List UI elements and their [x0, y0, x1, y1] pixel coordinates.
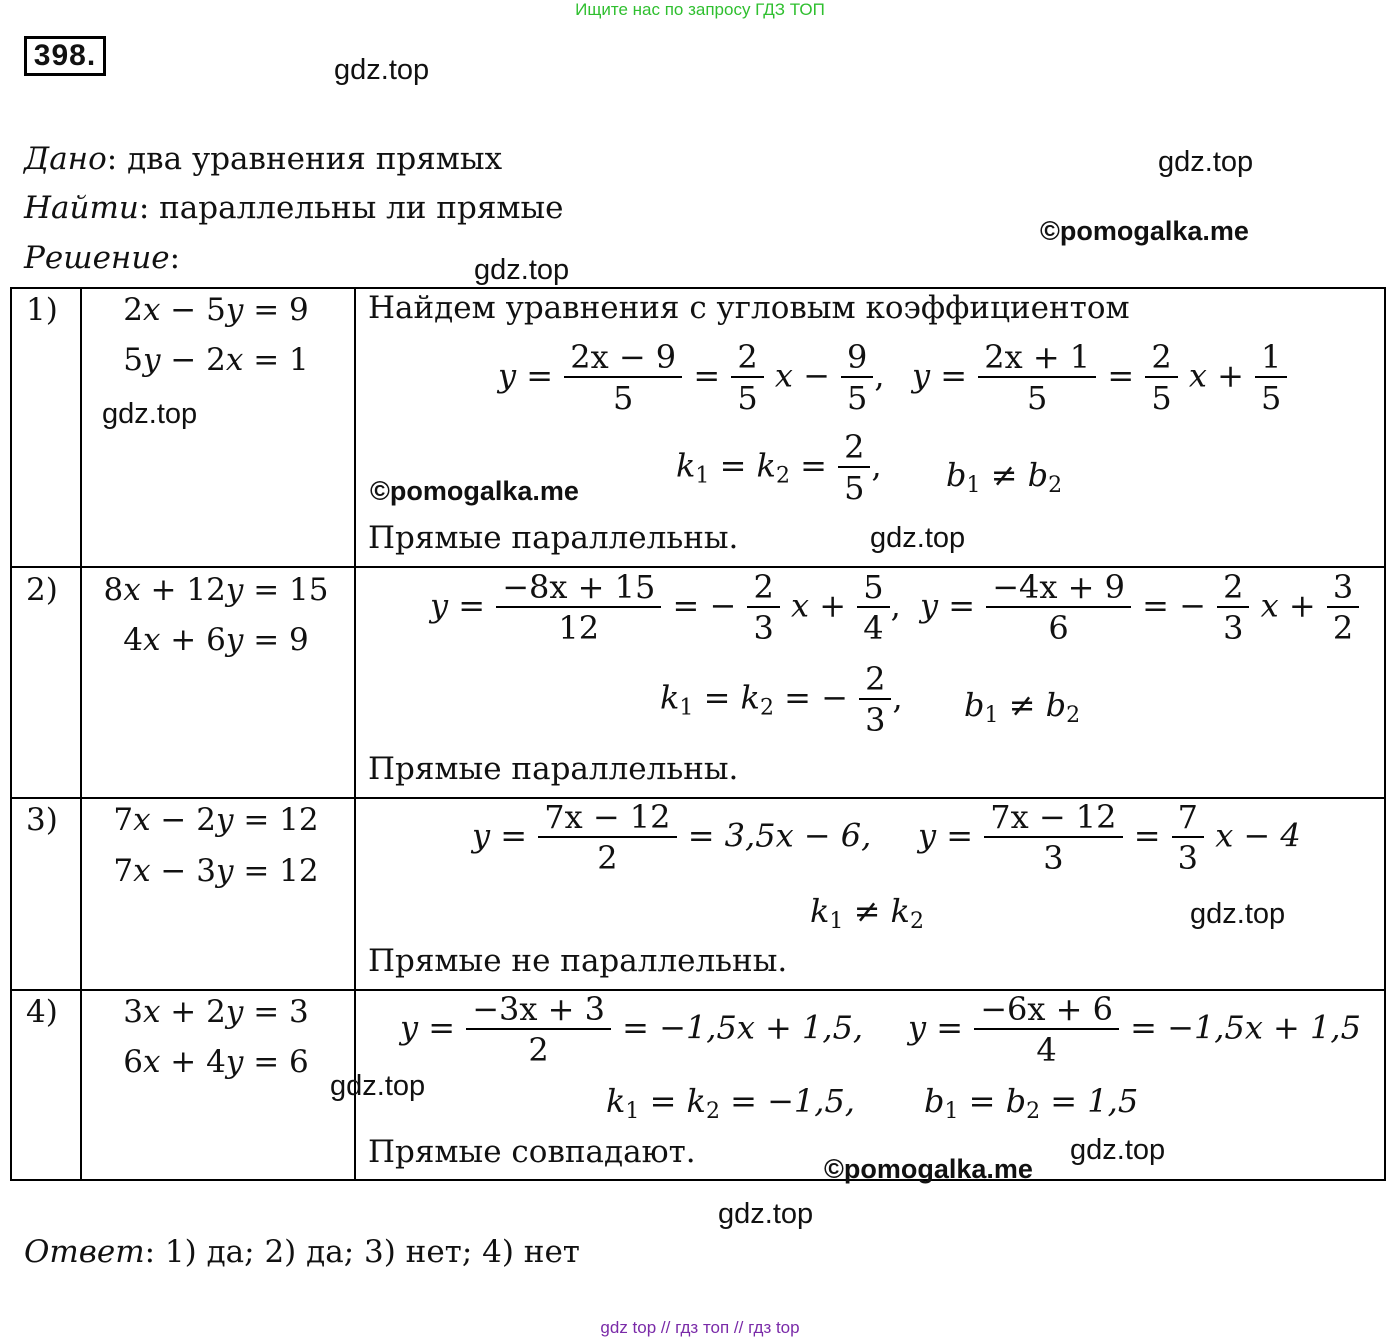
fraction	[1148, 338, 1174, 418]
system-equation: 2𝑥 − 5𝑦 = 9	[123, 292, 309, 328]
numerator: 7x − 12	[544, 798, 671, 836]
task-number: 398.	[24, 36, 106, 76]
answer-line	[24, 1234, 580, 1270]
denominator: 5	[978, 376, 1096, 418]
numerator: 7	[1177, 798, 1199, 836]
denominator: 4	[974, 1028, 1119, 1070]
denominator: 3	[1217, 606, 1249, 648]
subscript: 2	[1066, 703, 1081, 728]
slope-form-equation	[912, 338, 1288, 418]
fraction	[977, 990, 1116, 1070]
watermark-pomogalka: ©pomogalka.me	[370, 476, 579, 506]
expr: y =	[400, 1008, 456, 1047]
expr: y =	[498, 356, 554, 395]
denominator: 3	[984, 836, 1122, 878]
subscript: 1	[695, 463, 710, 489]
expr: = k	[639, 1082, 706, 1120]
expr: k	[660, 678, 680, 717]
answer-label: Ответ	[24, 1234, 145, 1270]
solution-label: Решение	[24, 240, 170, 276]
numerator: 2x + 1	[984, 338, 1091, 376]
numerator: −6x + 6	[980, 990, 1113, 1028]
subscript: 1	[944, 1099, 959, 1124]
expr: y =	[920, 586, 976, 625]
denominator: 4	[857, 606, 889, 648]
expr: k	[810, 892, 830, 930]
row-number: 2)	[26, 572, 58, 608]
fraction	[750, 568, 776, 648]
system-equation: 6𝑥 + 4𝑦 = 6	[123, 1044, 309, 1080]
denominator: 12	[496, 606, 661, 648]
slope-form-equation	[498, 338, 885, 418]
conclusion: Прямые параллельны.	[368, 751, 739, 787]
numerator: −4x + 9	[992, 568, 1125, 606]
fraction	[844, 338, 870, 418]
numerator: −3x + 3	[472, 990, 605, 1028]
conclusion: Прямые совпадают.	[368, 1134, 696, 1170]
expr: ≠ b	[998, 686, 1067, 724]
subscript: 2	[759, 695, 774, 721]
watermark-pomogalka: ©pomogalka.me	[1040, 216, 1249, 246]
numerator: 2	[865, 660, 886, 698]
numerator: 2	[1151, 338, 1172, 376]
system-equation: 4𝑥 + 6𝑦 = 9	[123, 622, 309, 658]
denominator: 2	[538, 836, 676, 878]
expr: x − 4	[1215, 816, 1301, 855]
operator: =	[1107, 356, 1135, 395]
expr: b	[946, 456, 967, 494]
intercept-comparison	[946, 456, 1062, 498]
intercept-comparison	[964, 686, 1080, 728]
punct: ,	[892, 678, 903, 717]
subscript: 1	[984, 703, 999, 728]
numerator: 2	[1223, 568, 1244, 606]
numerator: 3	[1332, 568, 1354, 606]
punct: ,	[874, 356, 885, 395]
watermark-pomogalka: ©pomogalka.me	[824, 1154, 1033, 1184]
slope-comparison	[676, 428, 882, 508]
expr: x +	[791, 586, 847, 625]
numerator: 9	[847, 338, 868, 376]
denominator: 3	[747, 606, 779, 648]
watermark-gdz: gdz.top	[1158, 146, 1254, 178]
subscript: 2	[775, 463, 790, 489]
denominator: 5	[838, 466, 870, 508]
subscript: 2	[1026, 1099, 1041, 1124]
slope-form-equation	[908, 990, 1361, 1070]
find-label: Найти	[24, 190, 139, 226]
expr: y =	[918, 816, 974, 855]
subscript: 2	[705, 1099, 720, 1124]
expr: k	[676, 446, 696, 485]
operator: =	[693, 356, 721, 395]
fraction	[981, 338, 1093, 418]
subscript: 1	[679, 695, 694, 721]
numerator: 5	[863, 568, 884, 606]
expr: ≠ k	[843, 892, 910, 930]
system-equation: 7𝑥 − 2𝑦 = 12	[113, 802, 319, 838]
fraction	[989, 568, 1128, 648]
operator: = −	[672, 586, 737, 625]
solution-line	[24, 240, 180, 276]
denominator: 5	[841, 376, 873, 418]
slope-comparison	[660, 660, 903, 740]
numerator: 7x − 12	[990, 798, 1117, 836]
fraction	[1258, 338, 1284, 418]
given-text: : два уравнения прямых	[106, 141, 503, 177]
watermark-gdz: gdz.top	[1190, 898, 1286, 930]
system-equation: 8𝑥 + 12𝑦 = 15	[103, 572, 329, 608]
expr: = k	[693, 678, 760, 717]
slope-comparison	[810, 892, 924, 934]
watermark-gdz: gdz.top	[102, 398, 198, 430]
numerator: 2	[753, 568, 774, 606]
row-number: 3)	[26, 802, 58, 838]
fraction	[567, 338, 679, 418]
given-label: Дано	[24, 141, 107, 177]
operator: = −	[773, 678, 848, 717]
answer-text: : 1) да; 2) да; 3) нет; 4) нет	[144, 1234, 580, 1270]
conclusion: Прямые параллельны.	[368, 520, 739, 556]
find-line	[24, 190, 564, 226]
denominator: 2	[466, 1028, 611, 1070]
expr: y =	[912, 356, 968, 395]
fraction	[1175, 798, 1201, 878]
step-intro: Найдем уравнения с угловым коэффициентом	[368, 290, 1130, 326]
expr: = 1,5	[1040, 1082, 1139, 1120]
punct: ,	[890, 586, 901, 625]
fraction	[541, 798, 673, 878]
expr: y =	[908, 1008, 964, 1047]
row-number: 4)	[26, 994, 58, 1030]
expr: = −1,5,	[719, 1082, 855, 1120]
subscript: 2	[909, 909, 924, 934]
fraction	[862, 660, 888, 740]
subscript: 1	[625, 1099, 640, 1124]
denominator: 5	[1145, 376, 1177, 418]
numerator: −8x + 15	[502, 568, 656, 606]
expr: b	[964, 686, 985, 724]
expr: x +	[1260, 586, 1316, 625]
expr: x +	[1188, 356, 1244, 395]
slope-form-equation	[430, 568, 901, 648]
expr: ≠ b	[980, 456, 1049, 494]
numerator: 1	[1261, 338, 1282, 376]
operator: =	[1133, 816, 1161, 855]
expr: x −	[774, 356, 830, 395]
watermark-gdz: gdz.top	[870, 522, 966, 554]
expr: = k	[709, 446, 776, 485]
slope-form-equation	[918, 798, 1301, 878]
conclusion: Прямые не параллельны.	[368, 943, 788, 979]
denominator: 3	[1172, 836, 1204, 878]
fraction	[499, 568, 658, 648]
fraction	[469, 990, 608, 1070]
slope-form-equation	[920, 568, 1360, 648]
denominator: 3	[859, 698, 891, 740]
expr: y =	[472, 816, 528, 855]
watermark-gdz: gdz.top	[330, 1070, 426, 1102]
expr: y =	[430, 586, 486, 625]
watermark-gdz: gdz.top	[718, 1198, 814, 1230]
intercept-comparison	[924, 1082, 1138, 1124]
row-number: 1)	[26, 292, 58, 328]
numerator: 2	[844, 428, 865, 466]
slope-form-equation	[472, 798, 871, 878]
top-banner[interactable]: Ищите нас по запросу ГДЗ ТОП	[575, 0, 825, 19]
denominator: 6	[986, 606, 1131, 648]
watermark-gdz: gdz.top	[474, 254, 570, 286]
expr: = 3,5x − 6,	[687, 816, 872, 855]
system-equation: 7𝑥 − 3𝑦 = 12	[113, 853, 319, 889]
fraction	[734, 338, 760, 418]
operator: =	[789, 446, 827, 485]
slope-comparison	[606, 1082, 855, 1124]
fraction	[860, 568, 886, 648]
subscript: 1	[829, 909, 844, 934]
numerator: 2x − 9	[570, 338, 677, 376]
watermark-gdz: gdz.top	[334, 54, 430, 86]
watermark-gdz: gdz.top	[1070, 1134, 1166, 1166]
system-equation: 5𝑦 − 2𝑥 = 1	[123, 342, 309, 378]
slope-form-equation	[400, 990, 863, 1070]
denominator: 5	[564, 376, 682, 418]
system-equation: 3𝑥 + 2𝑦 = 3	[123, 994, 309, 1030]
fraction	[987, 798, 1119, 878]
solution-colon: :	[169, 240, 181, 276]
footer-links[interactable]: gdz top // гдз топ // гдз top	[600, 1318, 800, 1337]
expr: = −1,5x + 1,5,	[622, 1008, 864, 1047]
column-divider	[354, 289, 356, 1179]
fraction	[1220, 568, 1246, 648]
denominator: 2	[1327, 606, 1359, 648]
expr: = b	[958, 1082, 1027, 1120]
find-text: : параллельны ли прямые	[138, 190, 564, 226]
fraction	[1330, 568, 1356, 648]
expr: = −1,5x + 1,5	[1130, 1008, 1361, 1047]
subscript: 1	[966, 473, 981, 498]
denominator: 5	[731, 376, 763, 418]
given-line	[24, 141, 502, 177]
expr: b	[924, 1082, 945, 1120]
expr: k	[606, 1082, 626, 1120]
subscript: 2	[1048, 473, 1063, 498]
fraction	[841, 428, 867, 508]
denominator: 5	[1255, 376, 1287, 418]
numerator: 2	[737, 338, 758, 376]
punct: ,	[871, 446, 882, 485]
operator: = −	[1142, 586, 1206, 625]
